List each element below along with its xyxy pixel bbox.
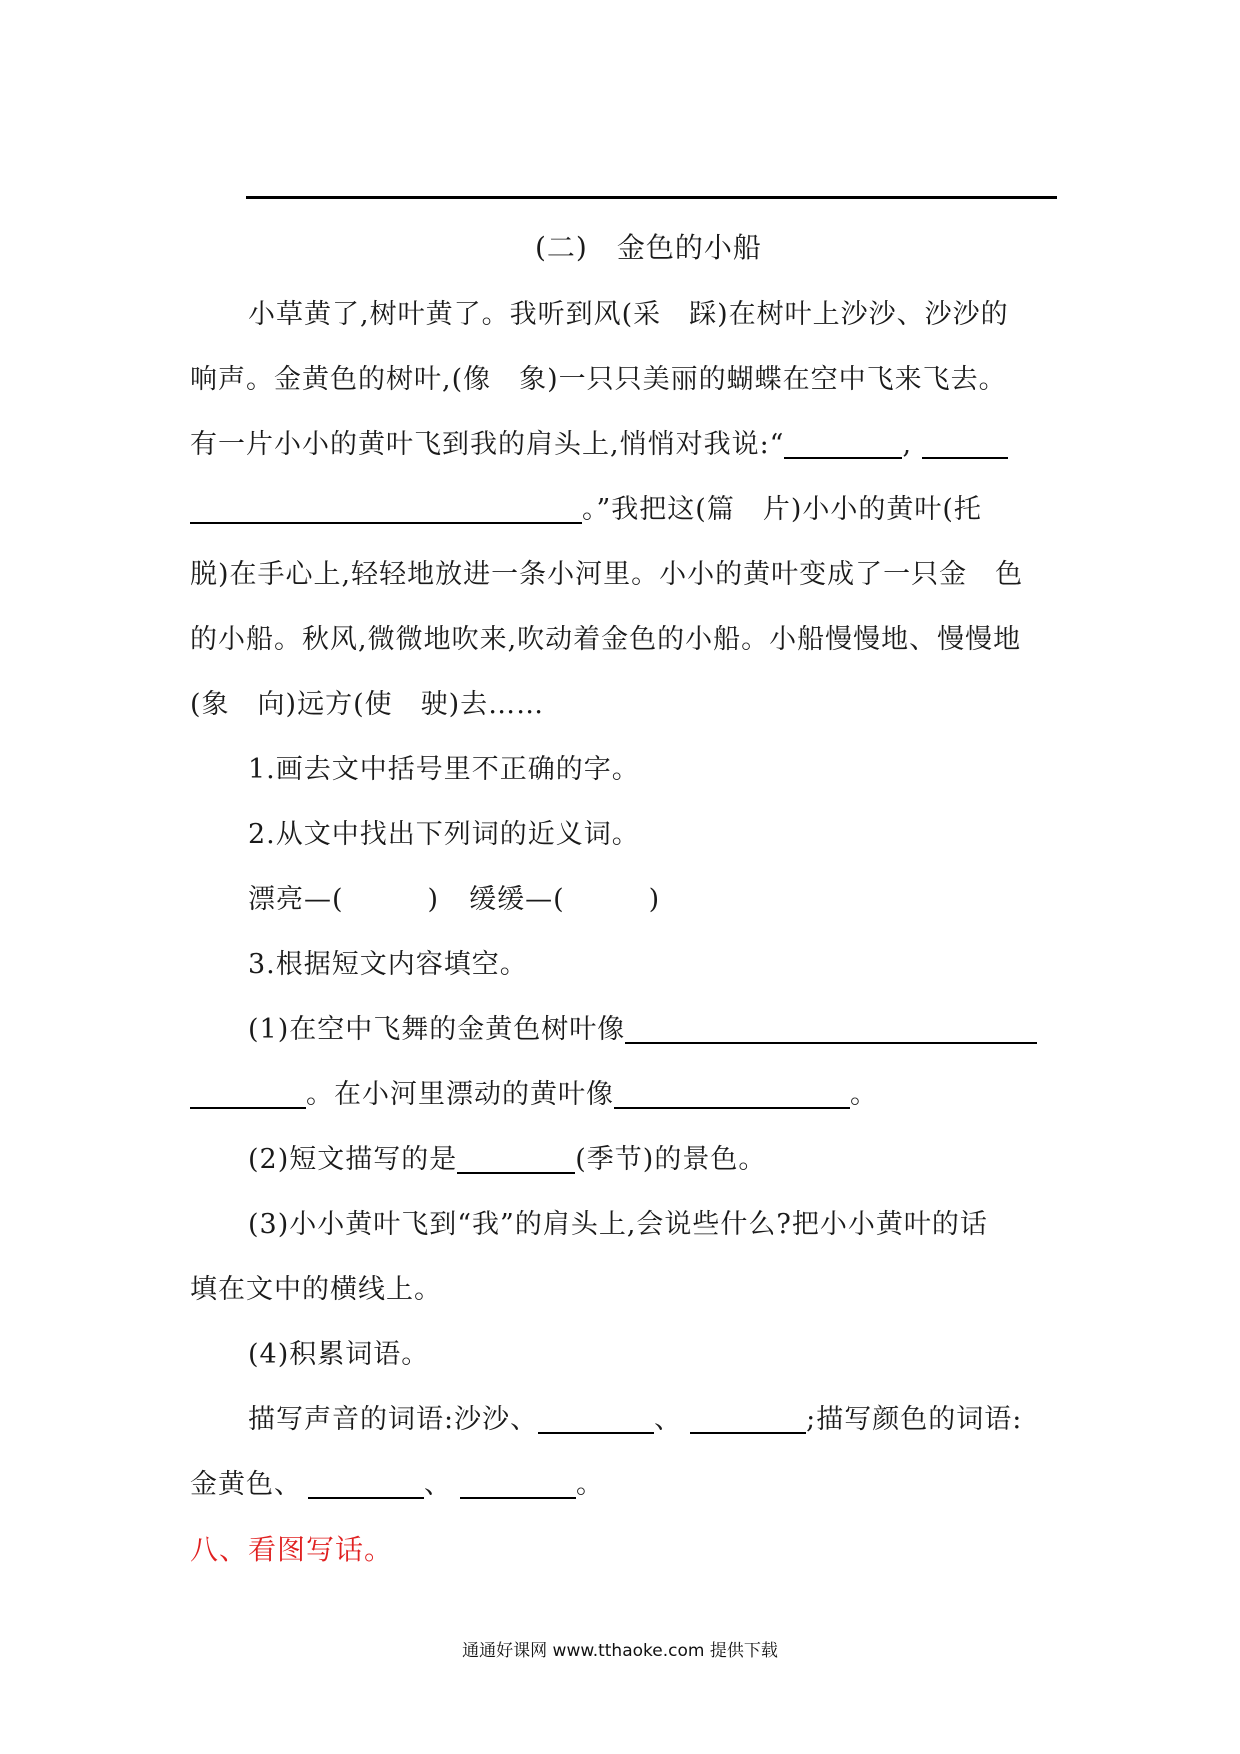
question-3-1-line-1 xyxy=(248,1010,1037,1050)
passage-line-3-comma: , xyxy=(902,429,913,460)
passage-line-5: 脱)在手心上,轻轻地放进一条小河里。小小的黄叶变成了一只金 色 xyxy=(190,559,1024,590)
answer-blank-color-2[interactable] xyxy=(460,1467,576,1499)
top-rule xyxy=(246,196,1057,199)
question-3-3-line-1: (3)小小黄叶飞到“我”的肩头上,会说些什么?把小小黄叶的话 xyxy=(248,1209,988,1240)
question-3-4-line-1 xyxy=(248,1400,1022,1440)
answer-blank-words-1[interactable] xyxy=(784,427,902,459)
question-1: 1.画去文中括号里不正确的字。 xyxy=(248,754,640,785)
answer-blank-sound-1[interactable] xyxy=(538,1402,654,1434)
question-3-1-text: (1)在空中飞舞的金黄色树叶像 xyxy=(248,1014,626,1045)
question-3-1-line-2 xyxy=(190,1075,878,1115)
color-words-first: 金黄色、 xyxy=(190,1469,302,1500)
footer-watermark: 通通好课网 www.tthaoke.com 提供下载 xyxy=(462,1641,778,1661)
passage-line-4-text: 。”我把这(篇 片)小小的黄叶(托 xyxy=(582,494,982,525)
question-3: 3.根据短文内容填空。 xyxy=(248,949,528,980)
paren-close: ) xyxy=(648,884,661,915)
synonym-prompt-slowly: 缓缓—( xyxy=(469,884,565,915)
answer-blank-3-1-c[interactable] xyxy=(614,1077,850,1109)
passage-title: (二) 金色的小船 xyxy=(535,231,762,264)
answer-blank-words-3[interactable] xyxy=(190,492,582,524)
question-2: 2.从文中找出下列词的近义词。 xyxy=(248,819,640,850)
answer-blank-3-1-a[interactable] xyxy=(625,1012,1037,1044)
synonym-prompt-beautiful: 漂亮—( xyxy=(248,884,344,915)
color-words-label: ;描写颜色的词语: xyxy=(806,1404,1023,1435)
answer-blank-words-2[interactable] xyxy=(922,427,1008,459)
question-3-4: (4)积累词语。 xyxy=(248,1339,430,1370)
answer-blank-sound-2[interactable] xyxy=(690,1402,806,1434)
question-2-items xyxy=(248,880,660,920)
question-3-1-text-2: 。在小河里漂动的黄叶像 xyxy=(306,1079,614,1110)
period: 。 xyxy=(576,1469,604,1500)
answer-blank-3-1-b[interactable] xyxy=(190,1077,306,1109)
question-3-2-text-2: (季节)的景色。 xyxy=(575,1144,767,1175)
separator: 、 xyxy=(424,1469,452,1500)
question-3-4-line-2 xyxy=(190,1465,604,1505)
answer-blank-season[interactable] xyxy=(457,1142,575,1174)
separator: 、 xyxy=(654,1404,683,1435)
answer-blank-color-1[interactable] xyxy=(308,1467,424,1499)
passage-line-1: 小草黄了,树叶黄了。我听到风(采 踩)在树叶上沙沙、沙沙的 xyxy=(248,299,1009,330)
sound-words-label: 描写声音的词语:沙沙、 xyxy=(248,1404,539,1435)
passage-line-3 xyxy=(190,425,1008,465)
section-8-heading: 八、看图写话。 xyxy=(190,1533,394,1566)
passage-line-4 xyxy=(190,490,982,530)
passage-line-6: 的小船。秋风,微微地吹来,吹动着金色的小船。小船慢慢地、慢慢地 xyxy=(190,624,1022,655)
passage-line-7: (象 向)远方(使 驶)去…… xyxy=(190,689,545,720)
passage-line-2: 响声。金黄色的树叶,(像 象)一只只美丽的蝴蝶在空中飞来飞去。 xyxy=(190,364,1007,395)
paren-close: ) xyxy=(427,884,440,915)
passage-line-3-text: 有一片小小的黄叶飞到我的肩头上,悄悄对我说:“ xyxy=(190,429,785,460)
period: 。 xyxy=(850,1079,878,1110)
question-3-2 xyxy=(248,1140,766,1180)
question-3-2-text: (2)短文描写的是 xyxy=(248,1144,458,1175)
question-3-3-line-2: 填在文中的横线上。 xyxy=(190,1274,442,1305)
